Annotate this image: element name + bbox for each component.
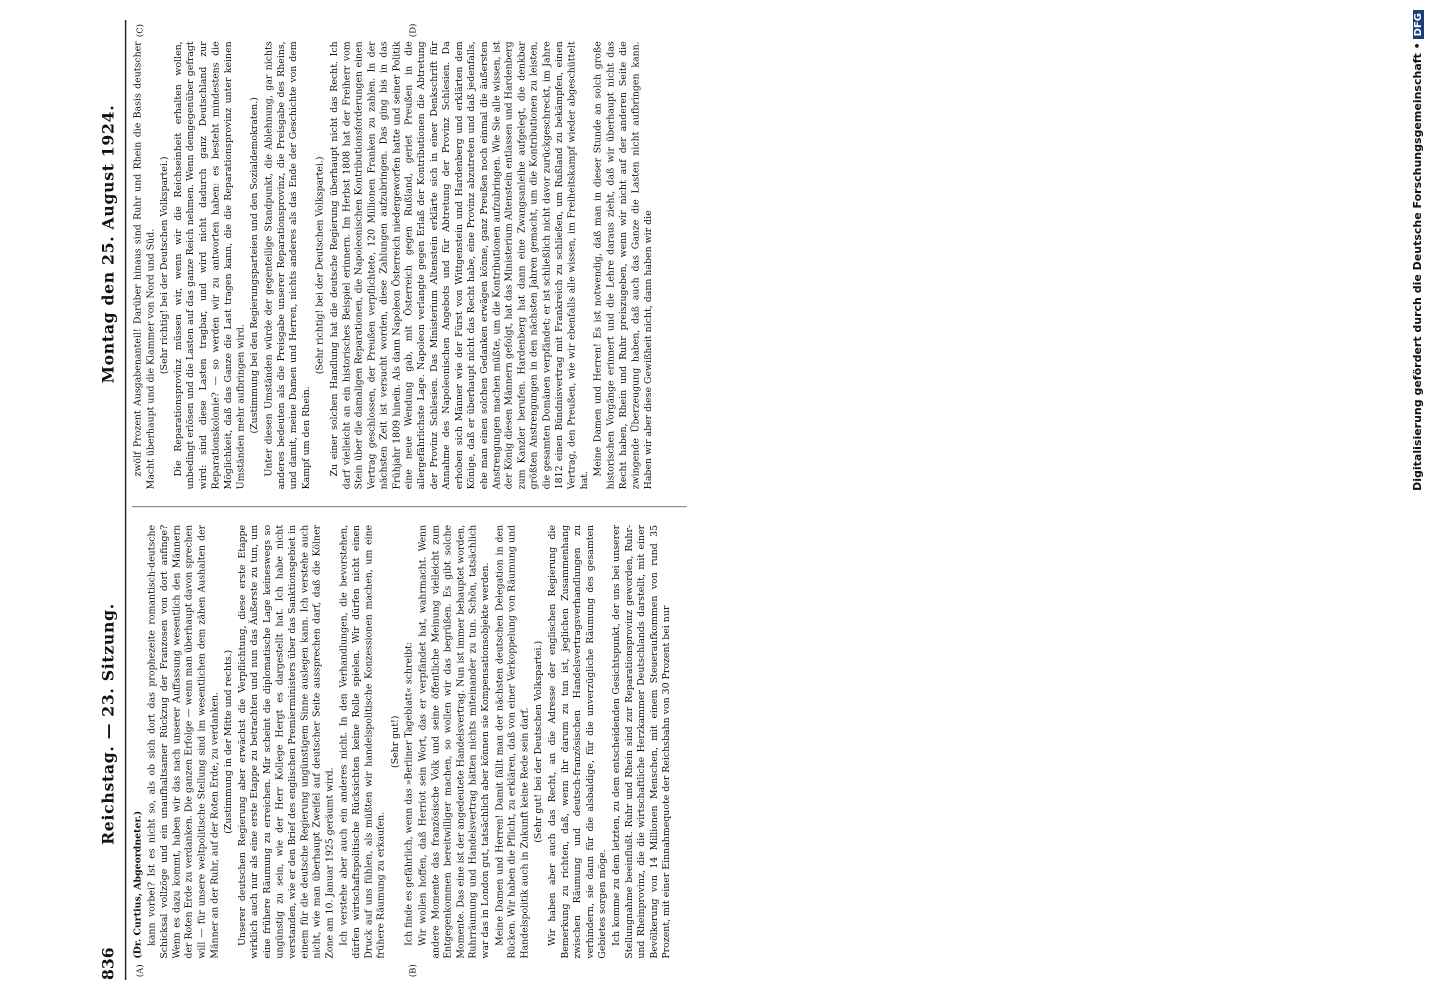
page-header (95, 20, 123, 980)
credit-text: Digitalisierung gefördert durch die Deutsche Forschungsgemeinschaft • (1411, 42, 1424, 491)
interjection: (Zustimmung bei den Regierungsparteien und den Sozialdemokraten.) (249, 97, 261, 434)
paragraph: Zu einer solchen Handlung hat die deutsche Regierung überhaupt nicht das Recht. Ich darf vielleicht an ein historisches Beispiel erinnern. Im Herbst 1808 hat der Freiherr vom Stein über die damaligen Reparationen, die Napoleonischen Kontributionsforderungen einen Vertrag geschlossen, der Preußen verpflichtete, 120 Millionen Franken zu zahlen. In der nächsten Zeit ist versucht worden, diese Zahlungen aufzubringen. Das ging bis in das Frühjahr 1809 hinein. Als dann Napoleon Österreich niedergeworfen hatte und seiner Politik eine neue Wendung gab, mit Österreich gegen Rußland, geriet Preußen in die allergefährlichste Lage. Napoleon verlangte gegen Erlaß der Kontributionen die Abtretung der Provinz Schlesien. Das Ministerium Altenstein erklärte sich in einer Denkschrift für Annahme des Napoleonischen Angebots und für Abtretung der Provinz Schlesien. Da erhoben sich Männer wie der Fürst von Wittgenstein und Hardenberg und erklärten dem Könige, daß er überhaupt nicht das Recht habe, eine Provinz abzutreten und daß jedenfalls, ehe man einen solchen Gedanken erwägen könne, ganz Preußen noch einmal die äußersten Anstrengungen machen müßte, um die Kontributionen aufzubringen. Wie Sie alle wissen, ist der König diesen Männern gefolgt, hat das Ministerium Altenstein entlassen und Hardenberg zum Kanzler berufen. Hardenberg hat dann eine Zwangsanleihe aufgelegt, die denkbar größten Anstrengungen in den nächsten Jahren gemacht, um die Kontributionen zu leisten, die gesamten Domänen verpfändet; er ist schließlich nicht davor zurückgeschreckt, im Jahre 1812 einen Bündnisvertrag mit Frankreich zu schließen, um Rußland zu bekämpfen, einen Vertrag, den Preußen, wie wir ebenfalls alle wissen, im Freiheitskampf wieder abgeschüttelt hat. (328, 41, 590, 490)
paragraph: Meine Damen und Herren! Es ist notwendig, daß man in dieser Stunde an solch große historischen Vorgänge erinnert und die Lehre daraus zieht, daß wir überhaupt nicht das Recht haben, Rhein und Ruhr preiszugeben, wenn wir nicht auf der anderen Seite die zwingende Überzeugung haben, daß auch das Ganze die Lasten nicht aufbringen kann. Haben wir aber diese Gewißheit nicht, dann haben wir die (593, 41, 654, 490)
interjection: (Sehr richtig! bei der Deutschen Volkspartei.) (314, 156, 326, 375)
margin-mark-b: (B) (407, 964, 418, 978)
page-number: 836 (99, 947, 118, 980)
page-content (95, 20, 692, 980)
paragraph: Ich finde es gefährlich, wenn das »Berliner Tageblatt« schreibt: (403, 642, 415, 946)
margin-mark-c: (C) (134, 23, 145, 38)
paragraph: Meine Damen und Herren! Damit fällt man der nächsten deutschen Delegation in den Rücken. Wir haben die Pflicht, zu erklären, daß von einer Verkoppelung von Räumung und Handelspolitik auch in Zukunft keine Rede sein darf. (494, 524, 531, 959)
paragraph: Ich verstehe aber auch ein anderes nicht. In den Verhandlungen, die bevorstehen, dürfen wirtschaftspolitische Rücksichten keine Rolle spielen. Wir dürfen nicht einen Druck auf uns fühlen, als müßten wir handelspolitische Konzessionen machen, um eine frühere Räumung zu erkaufen. (338, 524, 387, 959)
header-rule (125, 20, 126, 980)
interjection: (Sehr richtig! bei der Deutschen Volkspartei.) (159, 156, 170, 375)
interjection: (Sehr gut!) (390, 715, 401, 768)
dfg-logo: DFG (1413, 10, 1424, 39)
paragraph: Unter diesen Umständen würde der gegenteilige Standpunkt, die Ablehnung, gar nichts anderes bedeuten als die Preisgabe unserer Reparationsprovinz, die Preisgabe des Rheins, und damit, meine Damen und Herren, nichts anderes als das Ende der Geschichte von dem Kampf um den Rhein. (263, 41, 312, 490)
left-column (132, 525, 687, 959)
paragraph: Die Reparationsprovinz müssen wir, wenn wir die Reichseinheit erhalten wollen, unbedingt erlösen und die Lasten auf das ganze Reich nehmen. Wenn demgegenüber gefragt wird: sind diese Lasten tragbar, und wird nicht dadurch ganz Deutschland zur Reparationskolonie? — so werden wir zu antworten haben: es besteht mindestens die Möglichkeit, daß das Ganze die Last tragen kann, die die Reparationsprovinz unter keinen Umständen mehr aufbringen wird. (173, 41, 247, 490)
paragraph: Ich komme zu dem letzten, zu dem entscheidenden Gesichtspunkt, der uns bei unserer Stellungnahme beeinflußt. Ruhr und Rhein sind zur Reparationsprovinz geworden, Ruhr- und Rheinprovinz, die die wirtschaftliche Herzkammer Deutschlands darstellt, mit einer Bevölkerung von 14 Millionen Menschen, mit einem Steueraufkommen von rund 35 Prozent, mit einer Einnahmequote der Reichsbahn von 30 Prozent bei nur (611, 524, 672, 959)
speaker-label: (Dr. Curtius, Abgeordneter.) (132, 810, 144, 959)
right-running-title: Montag den 25. August 1924. (99, 104, 118, 384)
right-column (132, 41, 687, 489)
paragraph: kann vorbei? Ist es nicht so, als ob sich dort das prophezeite romantisch-deutsche Schicksal vollzöge und ein unaufhaltsamer Rückzug der Franzosen von dort anfinge? Wenn es dazu kommt, haben wir das nach unserer Auffassung wesentlich den Männern der Roten Erde zu verdanken. Die ganzen Erfolge — wenn man überhaupt davon sprechen will — für unsere weltpolitische Stellung sind im wesentlichen dem zähen Aushalten der Männer an der Ruhr, auf der Roten Erde, zu verdanken. (146, 524, 220, 959)
digitization-credit (1408, 10, 1428, 990)
rotated-page (95, 20, 692, 980)
paragraph: Wir wollen hoffen, daß Herriot sein Wort, das er verpfändet hat, wahrmacht. Wenn andere Momente das französische Volk und seine öffentliche Meinung vielleicht zum Entgegenkommen bereitwilliger machen, so wollen wir das begrüßen. Es gibt solche Momente. Das eine ist der angedeutete Handelsvertrag. Nun ist immer behauptet worden, Ruhrräumung und Handelsvertrag hätten nichts miteinander zu tun. Schön, tatsächlich war das in London gut, tatsächlich aber können sie Kompensationsobjekte werden. (417, 524, 492, 959)
left-running-title: Reichstag. — 23. Sitzung. (99, 603, 118, 845)
interjection: (Zustimmung in der Mitte und rechts.) (223, 649, 234, 834)
column-divider (132, 506, 687, 507)
margin-mark-a: (A) (134, 964, 145, 978)
margin-mark-d: (D) (407, 23, 418, 38)
paragraph: Unserer deutschen Regierung aber erwächst die Verpflichtung, diese erste Etappe wirklich auch nur als eine erste Etappe zu betrachten und nun das Äußerste zu tun, um eine frühere Räumung zu erreichen. Mir scheint die diplomatische Lage keineswegs so ungünstig zu sein, wie der Herr Kollege Hergt es dargestellt hat. Ich habe nicht verstanden, wie er den Brief des englischen Premierministers über das Sanktionsgebiet in einem für die deutsche Regierung ungünstigem Sinne auslegen kann. Ich verstehe auch nicht, wie man überhaupt Zweifel auf deutscher Seite aussprechen darf, daß die Kölner Zone am 10. Januar 1925 geräumt wird. (237, 524, 336, 959)
interjection: (Sehr gut! bei der Deutschen Volkspartei.) (533, 640, 544, 843)
paragraph: Wir haben aber auch das Recht, an die Adresse der englischen Regierung die Bemerkung zu richten, daß, wenn ihr darum zu tun ist, jeglichen Zusammenhang zwischen Räumung und deutsch-französischen Handelsvertragsverhandlungen zu verhindern, sie dann für die alsbaldige, für die unverzügliche Räumung des gesamten Gebietes sorgen möge. (547, 524, 608, 959)
paragraph: zwölf Prozent Ausgabenanteil! Darüber hinaus sind Ruhr und Rhein die Basis deutscher Macht überhaupt und die Klammer von Nord und Süd. (132, 41, 156, 490)
